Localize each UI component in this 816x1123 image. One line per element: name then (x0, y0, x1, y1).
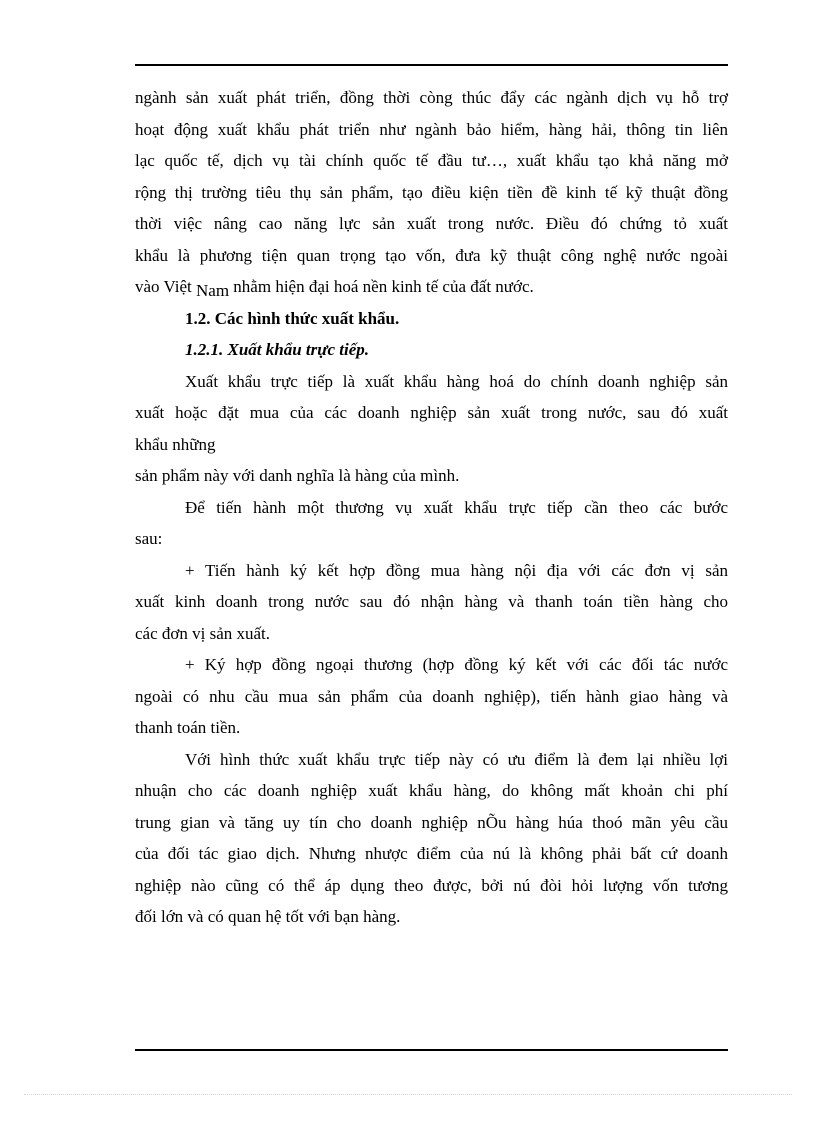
subsection-heading: 1.2.1. Xuất khẩu trực tiếp. (185, 340, 369, 359)
text-line: xuất kinh doanh trong nước sau đó nhận hàng và thanh toán tiền hàng cho (135, 592, 728, 611)
footer-rule (135, 1049, 728, 1051)
text-line: sản phẩm này với danh nghĩa là hàng của mình. (135, 466, 460, 485)
text-line: nhuận cho các doanh nghiệp xuất khẩu hàng, do không mất khoản chi phí (135, 781, 728, 800)
text-line: trung gian và tăng uy tín cho doanh nghiệp nÕu hàng húa thoó mãn yêu cầu (135, 812, 728, 832)
text-line: + Ký hợp đồng ngoại thương (hợp đồng ký kết với các đối tác nước (185, 655, 728, 674)
text-line: khẩu những (135, 434, 216, 454)
text-line: của đối tác giao dịch. Nhưng nhược điểm của nú là không phải bất cứ doanh (135, 844, 728, 863)
text-fragment: nhằm hiện đại hoá nền kinh tế của đất nước. (233, 277, 534, 296)
text-line: ngành sản xuất phát triển, đồng thời còng thúc đẩy các ngành dịch vụ hỗ trợ (135, 88, 728, 107)
text-fragment: vào Việt (135, 277, 192, 296)
text-line: thanh toán tiền. (135, 718, 241, 737)
text-line: thời việc nâng cao năng lực sản xuất trong nước. Điều đó chứng tỏ xuất (135, 214, 728, 233)
text-line: khẩu là phương tiện quan trọng tạo vốn, đưa kỹ thuật công nghệ nước ngoài (135, 245, 728, 265)
text-line: Với hình thức xuất khẩu trực tiếp này có ưu điểm là đem lại nhiều lợi (185, 749, 728, 769)
text-line (135, 271, 728, 303)
text-line: xuất hoặc đặt mua của các doanh nghiệp sản xuất trong nước, sau đó xuất (135, 403, 728, 422)
text-line: Để tiến hành một thương vụ xuất khẩu trực tiếp cần theo các bước (185, 497, 728, 517)
section-heading: 1.2. Các hình thức xuất khẩu. (185, 308, 400, 328)
page-edge-dots (24, 1094, 792, 1095)
header-rule (135, 64, 728, 66)
text-line: ngoài có nhu cầu mua sản phẩm của doanh nghiệp), tiến hành giao hàng và (135, 686, 728, 706)
text-fragment-nam: Nam (196, 281, 230, 300)
page-body (135, 82, 728, 933)
text-line: sau: (135, 529, 163, 548)
text-line: lạc quốc tế, dịch vụ tài chính quốc tế đầu tư…, xuất khẩu tạo khả năng mở (135, 151, 728, 170)
text-line: các đơn vị sản xuất. (135, 623, 271, 643)
text-line: rộng thị trường tiêu thụ sản phẩm, tạo điều kiện tiền đề kinh tế kỹ thuật đồng (135, 182, 728, 202)
text-line: đối lớn và có quan hệ tốt với bạn hàng. (135, 907, 401, 926)
text-line: nghiệp nào cũng có thể áp dụng theo được, bởi nú đòi hỏi lượng vốn tương (135, 875, 728, 895)
text-line: hoạt động xuất khẩu phát triển như ngành bảo hiểm, hàng hải, thông tin liên (135, 119, 728, 139)
text-line: + Tiến hành ký kết hợp đồng mua hàng nội địa với các đơn vị sản (185, 560, 728, 580)
text-line: Xuất khẩu trực tiếp là xuất khẩu hàng hoá do chính doanh nghiệp sản (185, 371, 728, 391)
